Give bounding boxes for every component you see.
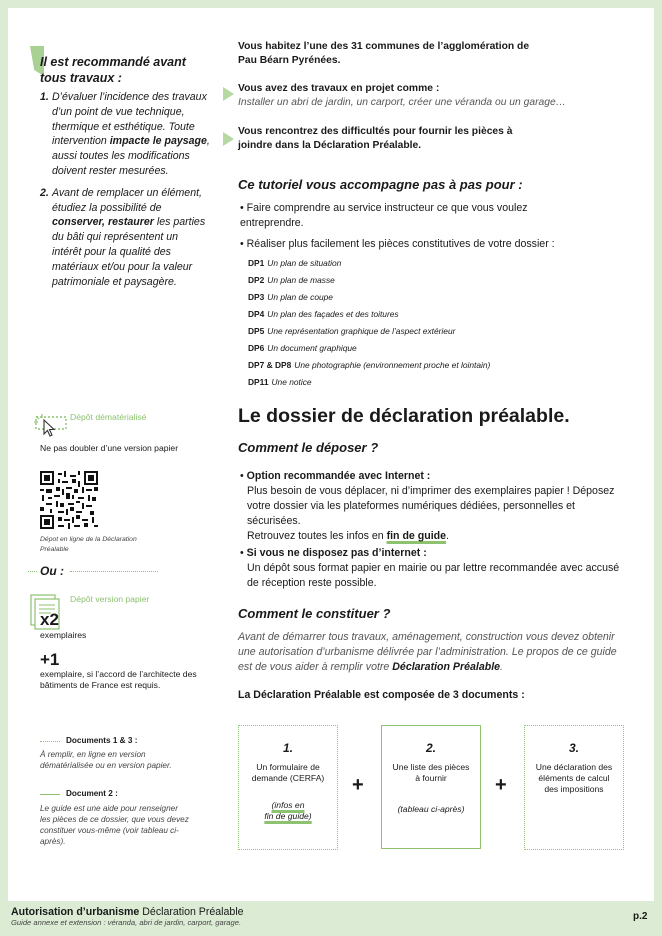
box-number: 3. [568,741,579,755]
box-sub: (tableau ci-après) [397,804,465,814]
recommend-item [40,90,210,179]
dp-item: DP1 Un plan de situation [248,258,342,268]
end-of-guide-link[interactable]: fin de guide [386,530,447,542]
intro-communes: Vous habitez l’une des 31 communes de l’agglomération de Pau Béarn Pyrénées. [238,41,530,66]
recommend-item [40,186,210,290]
document-box-1 [238,725,338,850]
doc2-title: Document 2 : [66,789,118,798]
document-box-3 [524,725,624,850]
bullet-text: Réaliser plus facilement les pièces constitutives de votre dossier : [246,238,555,250]
dp-item: DP3 Un plan de coupe [248,292,333,302]
box-text: Une déclaration des éléments de calcul des impositions [535,762,613,794]
document-box-2 [381,725,481,849]
how-build-heading: Comment le constituer ? [238,606,391,621]
plus-sign: + [352,774,364,796]
tutorial-bullet-2: • Réaliser plus facilement les pièces constitutives de votre dossier : [240,238,555,250]
extra-copy-count: +1 [40,650,60,669]
item-text-end: les parties du bâti qui représentent un intérêt pour la qualité des matériaux et/ou pour la valeur patrimoniale et paysagère. [52,216,206,288]
dp-item: DP5 Une représentation graphique de l’aspect extérieur [248,326,456,336]
recommend-title: Il est recommandé avant tous travaux : [40,55,186,85]
build-text: Avant de démarrer tous travaux, aménagement, construction vous devez obtenir une autorisation d’urbanisme délivrée par l’administration. Le propos de ce guide est de vous aider à remplir votre Déclaration Préalable. [238,631,617,673]
arrow-right-icon [223,132,234,146]
extra-copy-text: exemplaire, si l’accord de l’architecte des bâtiments de France est requis. [40,669,197,690]
box-number: 2. [425,741,436,755]
copies-count: x2 [40,610,59,629]
legend-dotted-line [40,741,60,742]
dp-list [248,255,628,391]
cursor-click-icon [30,411,68,439]
how-deposit-heading: Comment le déposer ? [238,440,379,455]
docs13-title: Documents 1 & 3 : [66,736,138,745]
doc2-text: Le guide est une aide pour renseigner les pièces de ce dossier, que vous devez constituer vous-même (voir tableau ci-après). [40,804,189,846]
composed-text: La Déclaration Préalable est composée de 3 documents : [238,689,525,701]
legend-solid-line [40,794,60,795]
footer-subtitle: Guide annexe et extension : véranda, abri de jardin, carport, garage. [11,918,242,927]
footer-title: Autorisation d’urbanisme Déclaration Préalable [11,906,244,918]
plus-sign: + [495,774,507,796]
box-text: Une liste des pièces à fournir [392,762,470,783]
dp-item: DP11 Une notice [248,377,312,387]
item-number: 1. [40,91,49,103]
qr-code-icon[interactable] [40,471,98,529]
section-title: Le dossier de déclaration préalable. [238,405,570,427]
arrow-right-icon [223,87,234,101]
box-link[interactable]: (infos en fin de guide) [264,800,312,821]
intro-projects [238,82,618,110]
option-title: Si vous ne disposez pas d’internet : [246,547,427,559]
item-strong: conserver, restaurer [52,216,154,229]
option-title: Option recommandée avec Internet : [246,470,431,482]
depot-paper-label: Dépôt version papier [70,594,150,604]
item-strong: impacte le paysage [109,135,207,148]
dp-item: DP6 Un document graphique [248,343,357,353]
divider [70,571,158,572]
item-number: 2. [40,186,49,199]
bullet-text: Faire comprendre au service instructeur ce que vous voulez entreprendre. [240,202,528,229]
tutorial-bullet-1: • Faire comprendre au service instructeur ce que vous voulez entreprendre. [240,202,528,229]
item-text: Avant de remplacer un élément, étudiez la possibilité de [52,186,202,214]
item-text: D’évaluer l’incidence des travaux d’un point de vue technique, thermique et esthétique. Toute intervention [52,91,207,148]
box-number: 1. [282,741,293,755]
no-double-text: Ne pas doubler d’une version papier [40,443,179,453]
or-label: Ou : [40,564,64,578]
qr-caption: Dépot en ligne de la Déclaration Préalable [40,536,137,553]
dp-item: DP4 Un plan des façades et des toitures [248,309,399,319]
option-more: Retrouvez toutes les infos en [247,530,387,542]
box-text: Un formulaire de demande (CERFA) [251,762,325,783]
page-number: p.2 [633,911,648,922]
recommend-list [40,90,210,296]
option-text: Un dépôt sous format papier en mairie ou par lettre recommandée avec accusé de réception reste possible. [247,562,620,589]
dp-item: DP2 Un plan de masse [248,275,335,285]
divider [28,571,37,572]
item-text-end: , aussi toutes les modifications doivent rester mesurées. [52,135,210,177]
dp-item: DP7 & DP8 Une photographie (environnement proche et lointain) [248,360,491,370]
docs13-text: À remplir, en ligne en version dématérialisée ou en version papier. [40,750,172,770]
intro-difficulties: Vous rencontrez des difficultés pour fournir les pièces à joindre dans la Déclaration Préalable. [238,126,513,151]
option-paper: • Si vous ne disposez pas d’internet : Un dépôt sous format papier en mairie ou par lettre recommandée avec accusé de réception reste possible. [240,547,620,589]
intro-projects-title: Vous avez des travaux en projet comme : [238,83,440,94]
depot-dematerialise-label: Dépôt dématérialisé [70,412,147,422]
option-internet: • Option recommandée avec Internet : Plus besoin de vous déplacer, ni d’imprimer des exemplaires papier ! Déposez votre dossier via les plateformes numériques dédiées, personnelles et sécurisées. Retrouvez toutes les infos en fin de guide. [240,469,620,544]
option-text: Plus besoin de vous déplacer, ni d’imprimer des exemplaires papier ! Déposez votre dossier via les plateformes numériques dédiées, personnelles et sécurisées. [247,485,615,527]
tutorial-title: Ce tutoriel vous accompagne pas à pas pour : [238,177,523,192]
intro-projects-text: Installer un abri de jardin, un carport, créer une véranda ou un garage… [238,97,566,108]
copies-label: exemplaires [40,630,87,640]
